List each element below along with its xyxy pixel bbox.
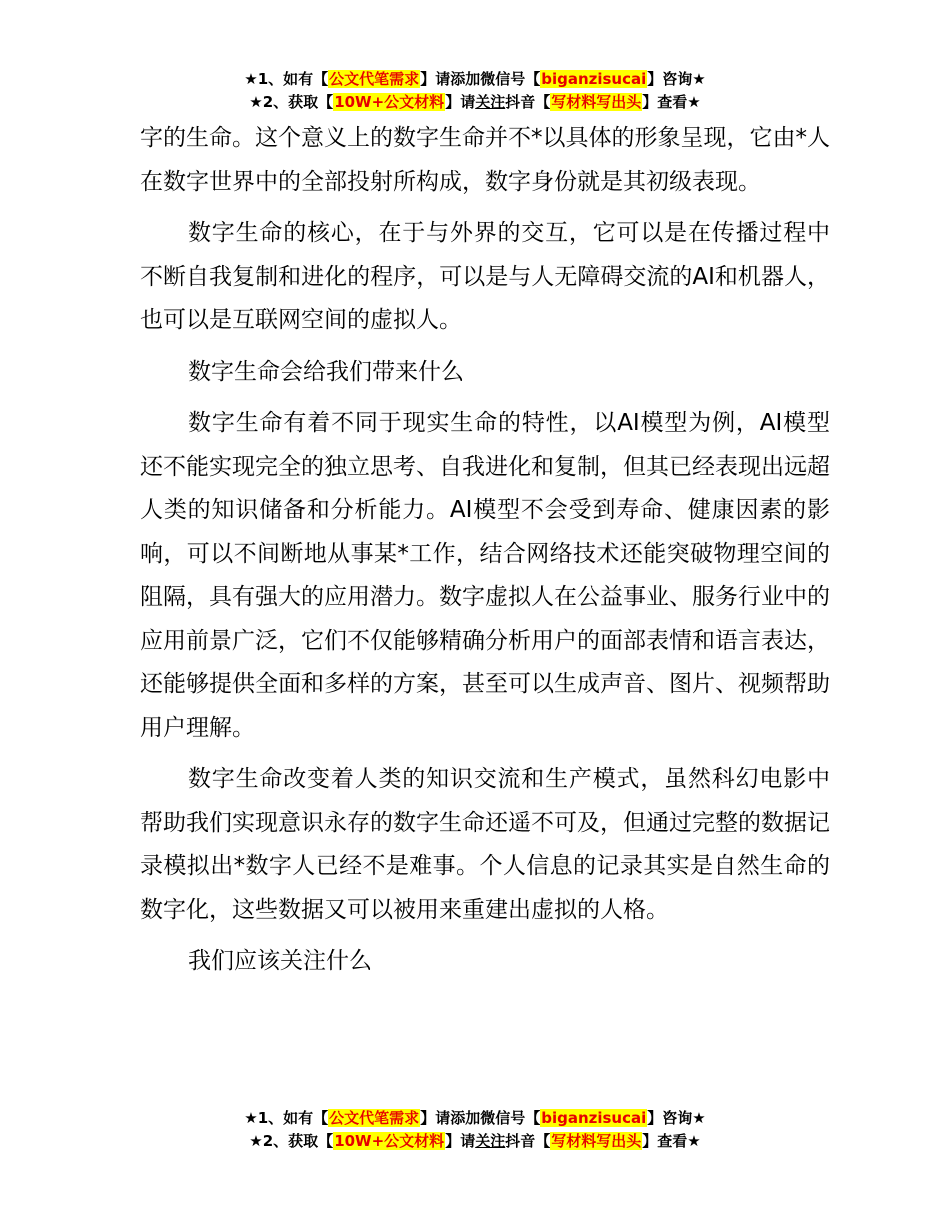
underlined-follow: 关注 — [475, 1132, 506, 1150]
section-heading: 我们应该关注什么 — [188, 948, 372, 974]
highlight-douyin-account: 写材料写出头 — [551, 1132, 642, 1150]
banner-text: ★2、获取【 — [249, 1132, 334, 1150]
banner-text: ★2、获取【 — [249, 93, 334, 111]
banner-text: 】请 — [445, 1132, 476, 1150]
highlight-douyin-account: 写材料写出头 — [551, 93, 642, 111]
section-heading: 数字生命会给我们带来什么 — [188, 358, 464, 385]
banner-line-1 — [0, 1107, 950, 1130]
banner-text: 】请添加微信号【 — [420, 1109, 541, 1127]
footer-banner — [0, 1107, 950, 1153]
paragraph: 数字生命的核心，在于与外界的交互，它可以是在传播过程中不断自我复制和进化的程序，可以是与人无障碍交流的AI和机器人，也可以是互联网空间的虚拟人。 — [140, 220, 830, 333]
banner-text: 抖音【 — [505, 1132, 551, 1150]
banner-line-1 — [0, 68, 950, 91]
banner-text: 】查看★ — [642, 93, 701, 111]
highlight-wechat-id: biganzisucai — [541, 70, 647, 88]
banner-line-2 — [0, 91, 950, 114]
paragraph-continuation: 字的生命。这个意义上的数字生命并不*以具体的形象呈现，它由*人在数字世界中的全部投射所构成，数字身份就是其初级表现。 — [140, 125, 830, 195]
banner-text: 】请 — [445, 93, 476, 111]
banner-line-2 — [0, 1130, 950, 1153]
banner-text: 】咨询★ — [647, 70, 706, 88]
paragraph: 数字生命有着不同于现实生命的特性，以AI模型为例，AI模型还不能实现完全的独立思考、自我进化和复制，但其已经表现出远超人类的知识储备和分析能力。AI模型不会受到寿命、健康因素的影响，可以不间断地从事某*工作，结合网络技术还能突破物理空间的阻隔，具有强大的应用潜力。数字虚拟人在公益事业、服务行业中的应用前景广泛，它们不仅能够精确分析用户的面部表情和语言表达，还能够提供全面和多样的方案，甚至可以生成声音、图片、视频帮助用户理解。 — [140, 410, 830, 741]
paragraph: 数字生命改变着人类的知识交流和生产模式，虽然科幻电影中帮助我们实现意识永存的数字生命还遥不可及，但通过完整的数据记录模拟出*数字人已经不是难事。个人信息的记录其实是自然生命的数字化，这些数据又可以被用来重建出虚拟的人格。 — [140, 766, 830, 923]
banner-text: 】咨询★ — [647, 1109, 706, 1127]
banner-text: 】查看★ — [642, 1132, 701, 1150]
banner-text: ★1、如有【 — [244, 70, 329, 88]
banner-text: ★1、如有【 — [244, 1109, 329, 1127]
header-banner — [0, 68, 950, 114]
banner-text: 抖音【 — [505, 93, 551, 111]
underlined-follow: 关注 — [475, 93, 506, 111]
highlight-wechat-id: biganzisucai — [541, 1109, 647, 1127]
highlight-materials: 10W+公文材料 — [334, 1132, 445, 1150]
highlight-service: 公文代笔需求 — [329, 70, 420, 88]
document-body — [140, 117, 830, 992]
highlight-materials: 10W+公文材料 — [334, 93, 445, 111]
banner-text: 】请添加微信号【 — [420, 70, 541, 88]
highlight-service: 公文代笔需求 — [329, 1109, 420, 1127]
